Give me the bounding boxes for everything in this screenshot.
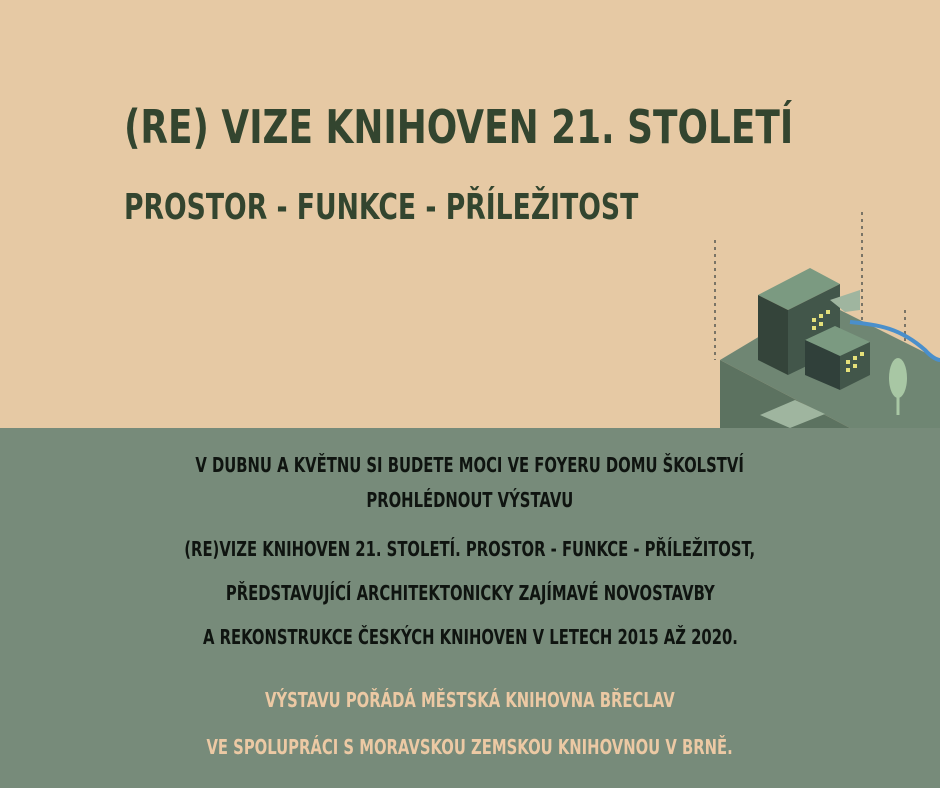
poster-info-panel bbox=[0, 428, 940, 788]
library-buildings-illustration bbox=[700, 200, 940, 428]
organizer-line: VE SPOLUPRÁCI S MORAVSKOU ZEMSKOU KNIHOVNOU V BRNĚ. bbox=[206, 735, 734, 759]
organizer-line: VÝSTAVU POŘÁDÁ MĚSTSKÁ KNIHOVNA BŘECLAV bbox=[265, 688, 675, 712]
description-line: PŘEDSTAVUJÍCÍ ARCHITEKTONICKY ZAJÍMAVÉ NOVOSTAVBY bbox=[225, 581, 715, 605]
poster-subtitle: PROSTOR - FUNKCE - PŘÍLEŽITOST bbox=[124, 187, 639, 228]
description-line: (RE)VIZE KNIHOVEN 21. STOLETÍ. PROSTOR - FUNKCE - PŘÍLEŽITOST, bbox=[184, 537, 756, 561]
poster-title: (RE) VIZE KNIHOVEN 21. STOLETÍ bbox=[124, 100, 794, 154]
description-line: V DUBNU A KVĚTNU SI BUDETE MOCI VE FOYERU DOMU ŠKOLSTVÍ bbox=[195, 453, 745, 477]
description-line: A REKONSTRUKCE ČESKÝCH KNIHOVEN V LETECH 2015 AŽ 2020. bbox=[202, 625, 738, 649]
description-line: PROHLÉDNOUT VÝSTAVU bbox=[366, 488, 574, 512]
